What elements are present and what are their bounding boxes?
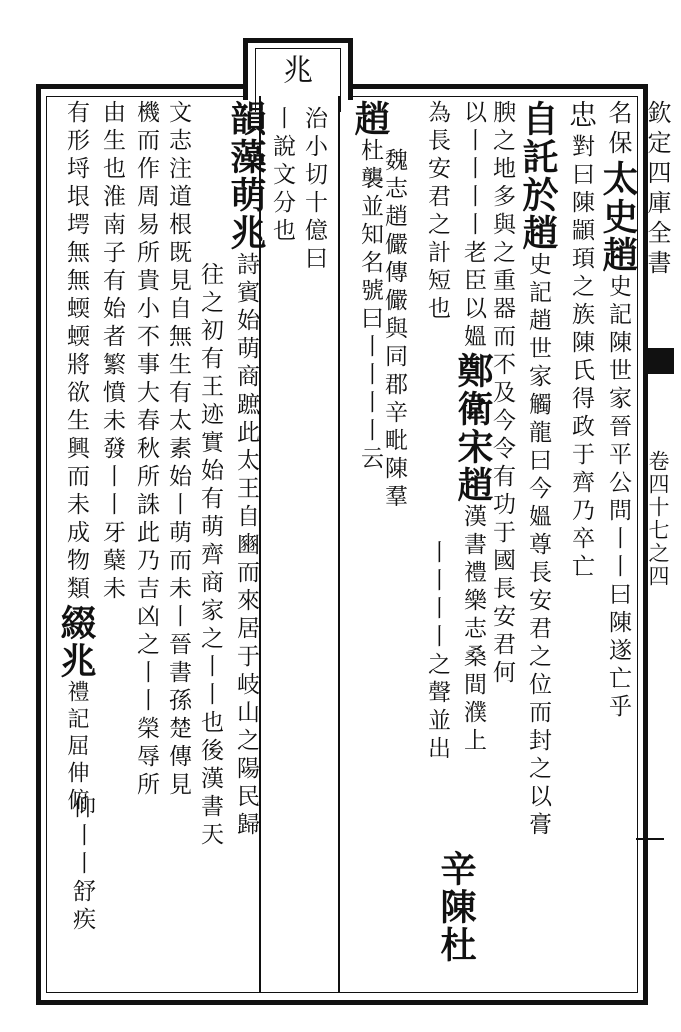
volume-label: 卷四十七之四 [646, 450, 670, 588]
entry-text: 丨丨丨丨之聲並出 [424, 540, 450, 764]
entry-text: 文志注道根既見自無生有太素始丨萌而未丨晉書孫楚傳見 [165, 100, 191, 800]
entry-text: 史記陳世家晉平公問丨丨曰陳遂亡乎 [605, 274, 631, 722]
entry-headword: 趙 [349, 100, 391, 138]
entry-text: 魏志趙儼傳儼與同郡辛毗陳羣 [381, 148, 407, 512]
text-column [198, 262, 221, 850]
text-column [425, 100, 448, 324]
library-title: 欽定四庫全書 [643, 100, 671, 280]
entry-text: 往之初有王迹實始有萌齊商家之丨丨也後漢書天 [197, 262, 223, 850]
entry-text: 禮記屈伸俯 [64, 680, 89, 815]
text-column [134, 100, 157, 800]
text-column [270, 106, 293, 246]
entry-headword: 綴兆 [55, 604, 97, 680]
column-divider [338, 96, 340, 993]
entry-text: 仰丨丨舒疾 [69, 795, 95, 935]
entry-text: 史記趙世家觸龍曰今媼尊長安君之位而封之以膏 [525, 252, 551, 840]
text-column [55, 100, 97, 815]
entry-text: 詩賓始萌商蹠此太王自豳而來居于岐山之陽民歸 [233, 252, 259, 840]
text-column [565, 100, 598, 582]
text-column [100, 100, 123, 604]
text-column [349, 100, 391, 474]
entry-text: 由生也淮南子有始者繁憤未發丨丨牙蘖未 [99, 100, 125, 604]
text-column [225, 100, 267, 840]
entry-text: 治小切十億曰 [301, 106, 327, 274]
entry-headword: 韻藻萌兆 [225, 100, 267, 252]
entry-text: 杜襲並知名號曰丨丨丨丨云 [357, 138, 383, 474]
entry-text: 有形埒垠堮無無蝡蝡將欲生興而未成物類 [63, 100, 89, 604]
entry-text: 丨說文分也 [269, 106, 295, 246]
entry-text: 機而作周易所貴小不事大春秋所誅此乃吉凶之丨丨榮辱所 [133, 100, 159, 800]
entry-text: 腴之地多與之重器而不及今令有功于國長安君何 [489, 100, 515, 688]
text-column [435, 850, 477, 964]
text-column [425, 540, 448, 764]
entry-headword: 辛陳杜 [435, 850, 477, 964]
entry-text: 漢書禮樂志桑間濮上 [460, 504, 486, 756]
text-column [517, 100, 559, 840]
fishtail-mark [648, 348, 674, 374]
page-tab-char: 兆 [277, 54, 312, 84]
entry-headword: 自託於趙 [517, 100, 559, 252]
text-column [166, 100, 189, 800]
entry-text: 為長安君之計短也 [424, 100, 450, 324]
entry-text: 以丨丨丨丨老臣以媼 [460, 100, 486, 352]
entry-text: 名保 [604, 100, 632, 160]
entry-headword: 鄭衛宋趙 [452, 352, 494, 504]
margin-tick [636, 838, 664, 840]
text-column [452, 100, 494, 756]
text-column [70, 795, 93, 935]
text-column [597, 100, 639, 722]
entry-text: 對曰陳顓頊之族陳氏得政于齊乃卒亡 [568, 134, 594, 582]
text-column [302, 106, 325, 274]
entry-headword: 太史趙 [597, 160, 639, 274]
entry-text: 忠 [565, 100, 598, 134]
